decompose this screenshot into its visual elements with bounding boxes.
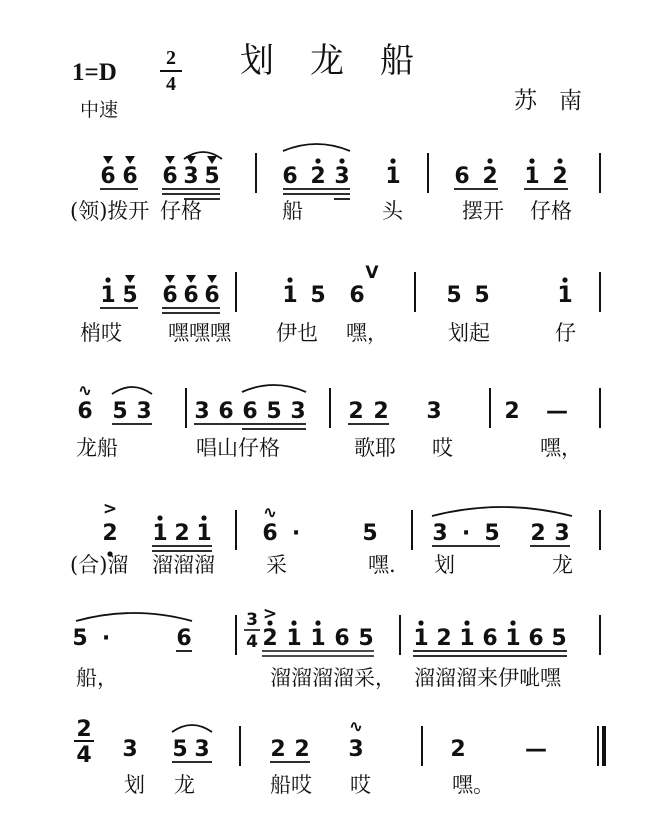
octave-dot	[339, 158, 344, 163]
slur	[432, 507, 572, 516]
accent-mark	[186, 275, 196, 283]
note: 1	[286, 626, 302, 651]
note: 3	[194, 737, 210, 762]
note: 2	[436, 626, 452, 651]
lyric: 仔格	[160, 199, 202, 223]
lyric: 划	[434, 553, 455, 577]
lyric: 船	[282, 199, 303, 223]
note: 6	[100, 164, 116, 189]
octave-dot	[529, 158, 534, 163]
note: 1	[459, 626, 475, 651]
lyric: 采	[266, 553, 287, 577]
octave-dot	[464, 620, 469, 625]
lyric: 仔	[555, 321, 576, 345]
note: ·	[101, 626, 111, 651]
lyric: 嘿，	[346, 321, 388, 345]
accent-mark	[103, 156, 113, 164]
note: 5	[72, 626, 88, 651]
note: 1	[557, 283, 573, 308]
accent-mark: >	[262, 604, 278, 624]
meter-change-bottom: 4	[76, 743, 92, 768]
note: 6	[77, 399, 93, 424]
octave-dot	[390, 158, 395, 163]
slur	[112, 387, 152, 394]
octave-dot	[315, 158, 320, 163]
note: 6	[262, 521, 278, 546]
note: 6	[528, 626, 544, 651]
note: 3	[136, 399, 152, 424]
note: 1	[152, 521, 168, 546]
note: 3	[426, 399, 442, 424]
slur	[172, 725, 212, 732]
note: 5	[172, 737, 188, 762]
note: 5	[551, 626, 567, 651]
note: 2	[270, 737, 286, 762]
ornament-mark: ∿	[77, 381, 93, 401]
octave-dot	[418, 620, 423, 625]
tempo-marking: 中速	[80, 99, 119, 121]
note: —	[546, 399, 568, 424]
note: 5	[122, 283, 138, 308]
lyric: 划起	[448, 321, 490, 345]
lyric: 哎	[350, 773, 371, 797]
note: 1	[282, 283, 298, 308]
note: 6	[242, 399, 258, 424]
note: 6	[482, 626, 498, 651]
lyric: 溜溜溜	[152, 553, 215, 577]
lyric: (领)拨开	[70, 199, 150, 223]
note: 2	[373, 399, 389, 424]
note: 6	[162, 283, 178, 308]
note: 5	[266, 399, 282, 424]
octave-dot	[287, 277, 292, 282]
note: 5	[362, 521, 378, 546]
note: 2	[552, 164, 568, 189]
note: 2	[504, 399, 520, 424]
time-change-bottom: 4	[246, 632, 258, 652]
note: 2	[348, 399, 364, 424]
note: 3	[290, 399, 306, 424]
lyric: (合)溜	[70, 553, 129, 577]
note: 5	[204, 164, 220, 189]
lyric: 溜溜溜来伊呲嘿	[414, 666, 561, 690]
note: 1	[505, 626, 521, 651]
note: 1	[100, 283, 116, 308]
octave-dot	[315, 620, 320, 625]
note: —	[525, 737, 547, 762]
note: 5	[358, 626, 374, 651]
note: 2	[262, 626, 278, 651]
lyric: 嘿嘿嘿	[168, 321, 231, 345]
slur	[283, 144, 350, 151]
accent-mark	[165, 156, 175, 164]
note: 1	[413, 626, 429, 651]
note: 2	[482, 164, 498, 189]
breath-mark: V	[365, 263, 379, 283]
lyric: 龙船	[76, 436, 118, 460]
lyric: 唱山仔格	[196, 436, 280, 460]
accent-mark	[125, 156, 135, 164]
octave-dot	[510, 620, 515, 625]
octave-dot	[557, 158, 562, 163]
song-origin: 苏南	[514, 88, 604, 114]
note: 3	[122, 737, 138, 762]
note: 5	[446, 283, 462, 308]
note: 3	[194, 399, 210, 424]
lyric: 溜溜溜溜采，	[270, 666, 396, 690]
note: 3	[334, 164, 350, 189]
note: 5	[112, 399, 128, 424]
note: 1	[310, 626, 326, 651]
lyric: 仔格	[530, 199, 572, 223]
lyric: 伊也	[276, 321, 318, 345]
meter-bottom: 4	[166, 73, 176, 95]
octave-dot	[105, 277, 110, 282]
meter-change-top: 2	[76, 717, 92, 742]
note: 6	[334, 626, 350, 651]
note: 6	[183, 283, 199, 308]
note: 2	[310, 164, 326, 189]
octave-dot	[157, 515, 162, 520]
note: 1	[524, 164, 540, 189]
accent-mark: >	[102, 499, 118, 519]
lyric: 船，	[76, 666, 118, 690]
note: 3	[554, 521, 570, 546]
note: 3	[348, 737, 364, 762]
lyric: 划	[124, 773, 145, 797]
ornament-mark: ∿	[348, 717, 364, 737]
note: 6	[282, 164, 298, 189]
slur	[242, 385, 306, 392]
note: 6	[176, 626, 192, 651]
lyric: 龙	[174, 773, 195, 797]
note: 5	[484, 521, 500, 546]
note: 5	[310, 283, 326, 308]
note: ·	[461, 521, 471, 546]
note: 6	[454, 164, 470, 189]
lyric: 嘿。	[452, 773, 494, 797]
accent-mark	[165, 275, 175, 283]
lyric: 龙	[552, 553, 573, 577]
accent-mark	[207, 156, 217, 164]
accent-mark	[125, 275, 135, 283]
note: 2	[450, 737, 466, 762]
note: 2	[294, 737, 310, 762]
note: 3	[432, 521, 448, 546]
key-signature: 1=D	[72, 59, 117, 86]
note: 3	[183, 164, 199, 189]
note: 6	[349, 283, 365, 308]
lyric: 嘿，	[540, 436, 582, 460]
note: 2	[530, 521, 546, 546]
note: 6	[218, 399, 234, 424]
accent-mark	[207, 275, 217, 283]
octave-dot	[201, 515, 206, 520]
song-title: 划龙船	[240, 41, 450, 81]
lyric: 歌耶	[354, 436, 396, 460]
note: 1	[385, 164, 401, 189]
note: 2	[102, 521, 118, 546]
note: 1	[196, 521, 212, 546]
note: 2	[174, 521, 190, 546]
note: 6	[204, 283, 220, 308]
time-change-top: 3	[246, 610, 258, 630]
ornament-mark: ∿	[262, 503, 278, 523]
lyric: 嘿.	[368, 553, 396, 577]
note: 5	[474, 283, 490, 308]
slur	[76, 613, 192, 621]
lyric: 头	[382, 199, 403, 223]
octave-dot	[487, 158, 492, 163]
octave-dot	[562, 277, 567, 282]
lyric: 哎	[432, 436, 453, 460]
note: 6	[162, 164, 178, 189]
lyric: 梢哎	[80, 321, 122, 345]
lyric: 摆开	[462, 199, 504, 223]
octave-dot	[291, 620, 296, 625]
note: 6	[122, 164, 138, 189]
lyric: 船哎	[270, 773, 312, 797]
note: ·	[291, 521, 301, 546]
meter-top: 2	[166, 47, 176, 69]
